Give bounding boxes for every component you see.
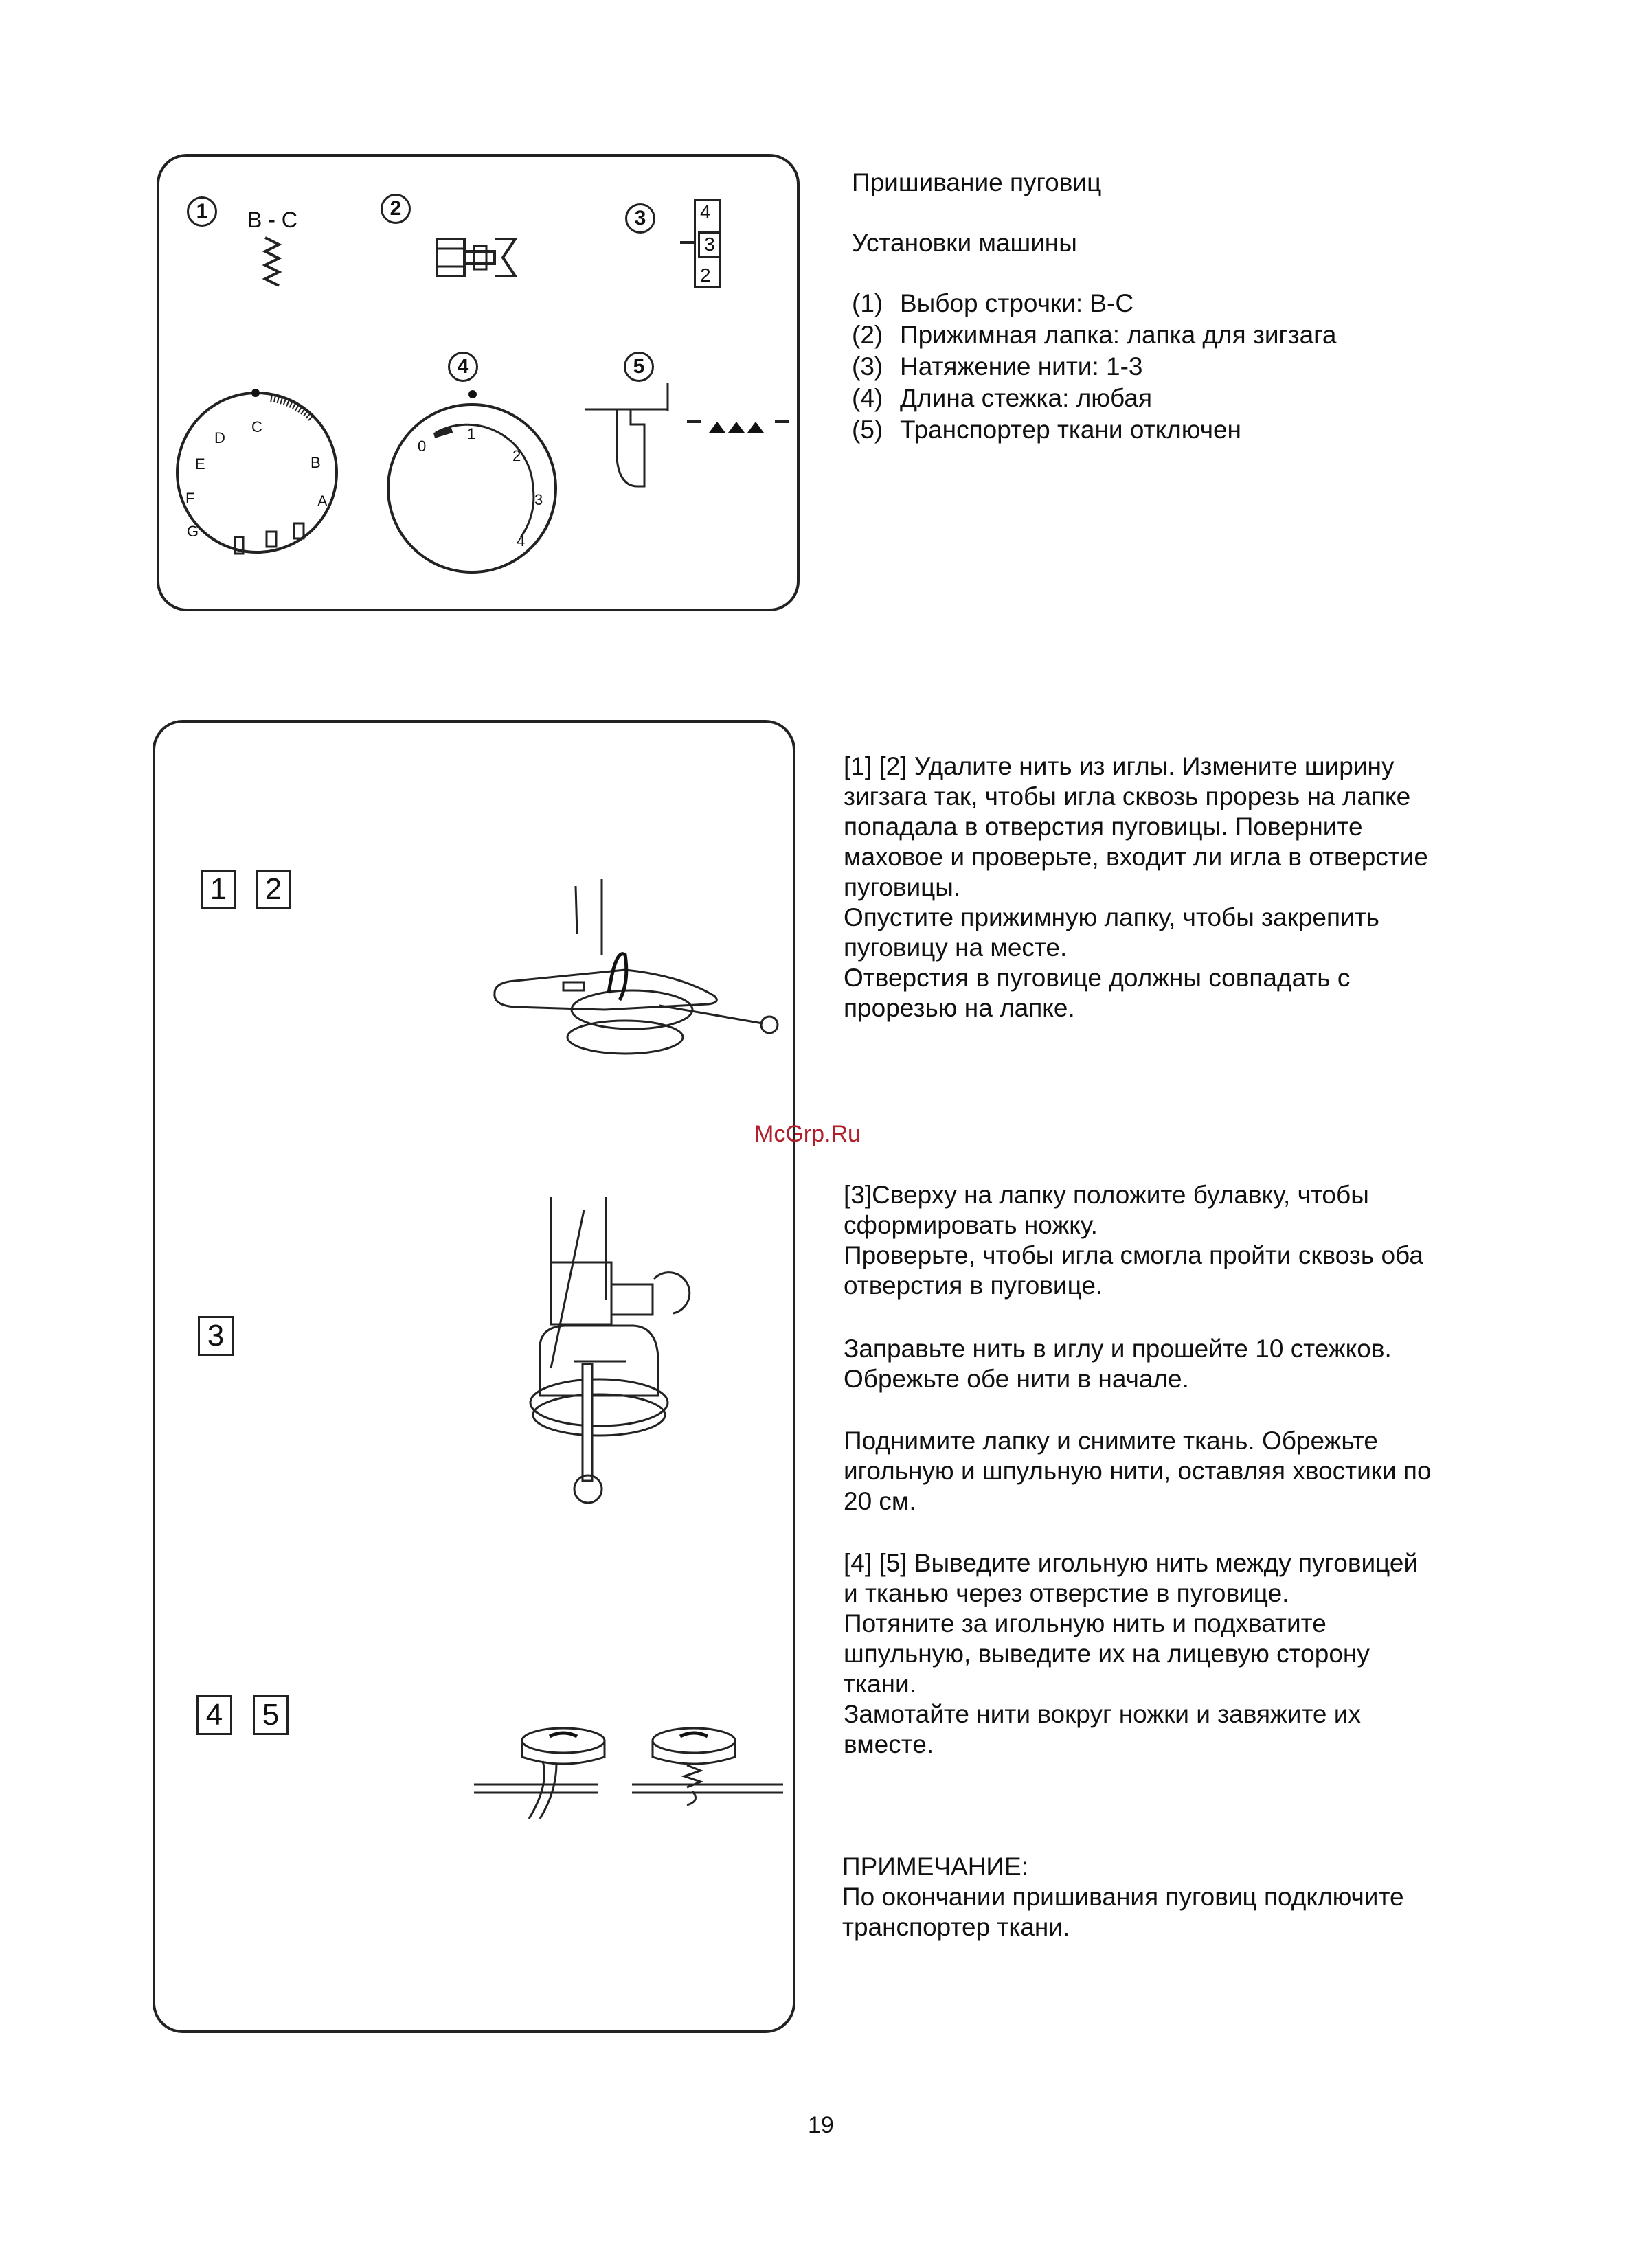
settings-item-num: (3) (852, 352, 883, 381)
callout-3: 3 (625, 203, 655, 234)
paragraph-line: отверстия в пуговице. (844, 1271, 1103, 1300)
length-dial-3: 3 (534, 491, 543, 508)
paragraph-line: прорезью на лапке. (844, 994, 1075, 1022)
settings-item-text: Длина стежка: любая (900, 384, 1152, 412)
dial-letter-f: F (185, 490, 195, 507)
feed-dog-lever-icon (585, 383, 791, 493)
zigzag-foot-icon (434, 234, 523, 282)
settings-item-text: Прижимная лапка: лапка для зигзага (900, 321, 1337, 349)
pattern-dial-indicator (251, 389, 260, 397)
paragraph-line: пуговицу на месте. (844, 933, 1068, 962)
dial-letter-g: G (187, 523, 199, 540)
paragraph-line: [1] [2] Удалите нить из иглы. Измените ширину (844, 752, 1395, 780)
settings-item-text: Транспортер ткани отключен (900, 416, 1241, 444)
length-dial-indicator (468, 390, 477, 398)
paragraph-line: попадала в отверстия пуговицы. Поверните (844, 813, 1363, 841)
note-line: По окончании пришивания пуговиц подключите (842, 1883, 1404, 1911)
paragraph-line: и тканью через отверстие в пуговице. (844, 1579, 1289, 1607)
settings-item-text: Натяжение нити: 1-3 (900, 352, 1143, 381)
paragraph-line: Проверьте, чтобы игла смогла пройти сквозь оба (844, 1241, 1423, 1269)
paragraph-line: Обрежьте обе нити в начале. (844, 1365, 1189, 1393)
paragraph-2 (844, 1180, 1423, 1301)
presser-foot-button-illustration (488, 879, 776, 1099)
paragraph-line: Отверстия в пуговице должны совпадать с (844, 964, 1351, 992)
pin-shank-illustration (523, 1197, 730, 1540)
dial-letter-c: C (251, 418, 262, 435)
callout-1: 1 (187, 196, 217, 227)
paragraph-line: зигзага так, чтобы игла сквозь прорезь на лапке (844, 782, 1411, 810)
step-label-2: 2 (256, 870, 291, 909)
paragraph-line: Замотайте нити вокруг ножки и завяжите их (844, 1700, 1361, 1728)
tension-scale-top: 4 (700, 201, 711, 223)
tension-scale-bottom: 2 (700, 264, 711, 286)
tension-scale-selected: 3 (698, 231, 721, 258)
zigzag-stitch-icon (258, 238, 286, 293)
paragraph-line: Заправьте нить в иглу и прошейте 10 стежков. (844, 1335, 1392, 1363)
steps-panel (153, 720, 795, 2033)
callout-5: 5 (624, 352, 654, 382)
buttonhole-icons (231, 519, 313, 560)
length-dial-4: 4 (517, 532, 526, 549)
settings-item-num: (4) (852, 384, 883, 412)
callout-2: 2 (381, 194, 411, 224)
settings-subtitle: Установки машины (852, 229, 1077, 257)
button-thread-tying-illustration (474, 1716, 790, 1826)
paragraph-line: Поднимите лапку и снимите ткань. Обрежьте (844, 1427, 1378, 1455)
settings-item-text: Выбор строчки: B-C (900, 289, 1134, 317)
length-dial-1: 1 (467, 425, 476, 442)
page-number: 19 (808, 2112, 834, 2138)
paragraph-line: 20 см. (844, 1487, 916, 1515)
paragraph-line: [3]Сверху на лапку положите булавку, чтобы (844, 1181, 1369, 1209)
paragraph-line: сформировать ножку. (844, 1211, 1098, 1239)
watermark: McGrp.Ru (754, 1121, 861, 1147)
dial-letter-b: B (311, 454, 321, 471)
paragraph-line: [4] [5] Выведите игольную нить между пуговицей (844, 1549, 1419, 1577)
paragraph-5 (844, 1548, 1418, 1760)
paragraph-line: игольную и шпульную нити, оставляя хвостики по (844, 1457, 1432, 1485)
length-dial-2: 2 (512, 447, 521, 464)
paragraph-line: шпульную, выведите их на лицевую сторону (844, 1640, 1370, 1668)
paragraph-line: вместе. (844, 1730, 934, 1758)
paragraph-line: маховое и проверьте, входит ли игла в отверстие (844, 843, 1428, 871)
note-title: ПРИМЕЧАНИЕ: (842, 1852, 1028, 1881)
paragraph-1 (844, 751, 1428, 1023)
paragraph-line: ткани. (844, 1670, 916, 1698)
paragraph-line: пуговицы. (844, 873, 961, 901)
dial-letter-a: A (317, 492, 328, 510)
paragraph-3 (844, 1334, 1392, 1394)
step-label-1: 1 (201, 870, 236, 909)
settings-item-num: (2) (852, 321, 883, 349)
settings-item-num: (5) (852, 416, 883, 444)
stitch-code: B - C (247, 207, 297, 232)
callout-4: 4 (448, 352, 478, 382)
paragraph-line: Потяните за игольную нить и подхватите (844, 1609, 1326, 1637)
settings-panel (157, 154, 800, 611)
step-label-4: 4 (196, 1695, 232, 1735)
paragraph-line: Опустите прижимную лапку, чтобы закрепить (844, 903, 1379, 931)
tension-marker-icon (680, 240, 694, 245)
dial-letter-e: E (195, 455, 205, 473)
step-label-3: 3 (198, 1316, 234, 1356)
length-dial-0: 0 (418, 438, 427, 455)
note-line: транспортер ткани. (842, 1913, 1070, 1941)
settings-item-num: (1) (852, 289, 883, 317)
step-label-5: 5 (253, 1695, 289, 1735)
section-title: Пришивание пуговиц (852, 168, 1102, 196)
note-block (842, 1852, 1404, 1942)
tension-scale (694, 199, 721, 288)
paragraph-4 (844, 1426, 1432, 1517)
dial-letter-d: D (214, 429, 225, 446)
